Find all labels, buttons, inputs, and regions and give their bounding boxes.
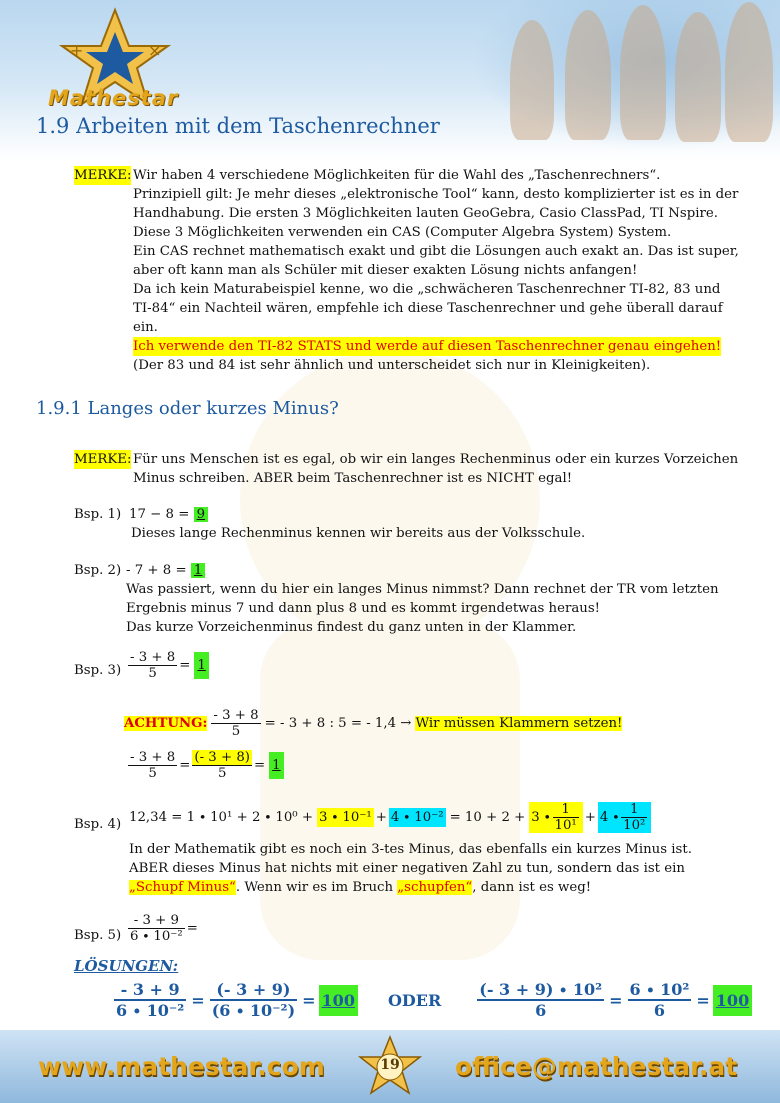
- bsp3-correct-fraction-2: [192, 750, 252, 781]
- bsp4-yellow-2: [529, 802, 582, 833]
- merke2-line-2: Minus schreiben. ABER beim Taschenrechner ist es NICHT egal!: [133, 471, 573, 486]
- intro-line-5: Ein CAS rechnet mathematisch exakt und gibt die Lösungen auch exakt an. Das ist super,: [133, 244, 739, 259]
- loes-den-2: (6 ∙ 10⁻²): [211, 1001, 296, 1020]
- bsp4-line-3-mid: . Wenn wir es im Bruch: [235, 880, 398, 895]
- subsection-title: 1.9.1 Langes oder kurzes Minus?: [36, 398, 339, 419]
- intro-highlight: Ich verwende den TI-82 STATS und werde auf diesen Taschenrechner genau eingehen!: [133, 337, 721, 356]
- bsp3-eq: =: [179, 658, 191, 673]
- loes-fraction-3: [477, 980, 604, 1020]
- footer-email-link[interactable]: office@mathestar.at: [455, 1052, 738, 1081]
- bsp5-denominator: 6 ∙ 10⁻²: [130, 929, 183, 944]
- merke2-line-1: Für uns Menschen ist es egal, ob wir ein langes Rechenminus oder ein kurzes Vorzeichen: [133, 452, 739, 467]
- bsp1-answer: 9: [194, 507, 208, 522]
- achtung-label: ACHTUNG:: [124, 716, 208, 731]
- bsp3-denominator: 5: [148, 666, 157, 681]
- bsp4-label: Bsp. 4): [74, 817, 122, 832]
- loes-num-1: - 3 + 9: [114, 980, 186, 1001]
- bsp4-f2-num: 1: [621, 802, 647, 818]
- loesungen-row: $\frac{- 3 + 9}{\text{6 ∙ 10⁻²}}$ = $\frac{(- 3 + 9)}{\text{(6 ∙ 10⁻²)}}$ = 100 ODER $\frac{\text{(- 3 + 9) ∙ 10²}}{6}$ = $\frac{\text{6 ∙ 10²}}{6}$ = 100: [112, 980, 752, 1020]
- bsp1-text: Dieses lange Rechenminus kennen wir bereits aus der Volksschule.: [131, 526, 586, 541]
- loes-num-4: 6 ∙ 10²: [629, 980, 690, 999]
- bsp4-cyan-2-pre: 4 ∙: [599, 810, 620, 825]
- loes-den-3: 6: [535, 1001, 547, 1020]
- bsp3-correct-eq-1: =: [179, 758, 191, 773]
- bsp4-line-3: [129, 878, 591, 897]
- bsp4-line-3-end: , dann ist es weg!: [472, 880, 592, 895]
- bsp4-f2-den: 10²: [623, 818, 646, 833]
- section-title: 1.9 Arbeiten mit dem Taschenrechner: [36, 114, 440, 138]
- bsp3-answer: 1: [194, 652, 208, 679]
- bsp3-correct-answer: 1: [269, 752, 283, 779]
- bsp5-eq: =: [186, 921, 198, 936]
- bsp2-expr: - 7 + 8 =: [126, 563, 187, 578]
- achtung-numerator: - 3 + 8: [213, 708, 259, 723]
- loes-answer-1: 100: [319, 985, 358, 1016]
- bsp4-line-2: ABER dieses Minus hat nichts mit einer negativen Zahl zu tun, sondern das ist ein: [129, 861, 685, 876]
- page-number: 19: [380, 1057, 400, 1073]
- intro-line-9: ein.: [133, 320, 158, 335]
- bsp3-correct-den-2: 5: [217, 766, 227, 781]
- bsp4-cyan-1: 4 ∙ 10⁻²: [390, 810, 444, 825]
- bsp2-expression: [126, 561, 205, 580]
- bsp5-numerator: - 3 + 9: [128, 913, 185, 929]
- loes-fraction-2: [210, 980, 297, 1020]
- bsp3-label: Bsp. 3): [74, 663, 122, 678]
- bsp1-expr: 17 − 8 =: [129, 507, 190, 522]
- logo-text: Mathestar: [48, 86, 179, 110]
- svg-text:+: +: [70, 41, 84, 60]
- bsp2-line-2: Ergebnis minus 7 und dann plus 8 und es kommt irgendetwas heraus!: [126, 601, 600, 616]
- intro-line-1: Wir haben 4 verschiedene Möglichkeiten für die Wahl des „Taschenrechners“.: [133, 168, 661, 183]
- bsp2-answer: 1: [191, 563, 205, 578]
- merke2-label: MERKE:: [74, 450, 131, 469]
- bsp4-line-1: In der Mathematik gibt es noch ein 3-tes Minus, das ebenfalls ein kurzes Minus ist.: [129, 842, 692, 857]
- loes-oder: ODER: [387, 990, 442, 1010]
- bsp4-plus-2: +: [584, 810, 596, 825]
- bsp4-yellow-2-pre: 3 ∙: [531, 810, 551, 825]
- bsp3-correct-eq-2: =: [254, 758, 266, 773]
- svg-text:×: ×: [148, 41, 162, 60]
- achtung-denominator: 5: [231, 724, 241, 739]
- bsp3-correct-num-1: - 3 + 8: [130, 750, 176, 765]
- loes-fraction-1: [114, 980, 186, 1020]
- bsp4-mid: = 10 + 2 +: [449, 810, 526, 825]
- bsp1-expression: [129, 505, 208, 524]
- bsp5-label: Bsp. 5): [74, 928, 122, 943]
- footer-website-link[interactable]: www.mathestar.com: [38, 1052, 325, 1081]
- intro-line-2: Prinzipiell gilt: Je mehr dieses „elektronische Tool“ kann, desto komplizierter ist es in der: [133, 187, 739, 202]
- bsp5-fraction: [128, 913, 185, 944]
- intro-line-4: Diese 3 Möglichkeiten verwenden ein CAS (Computer Algebra System) System.: [133, 225, 672, 240]
- loes-num-3: (- 3 + 9) ∙ 10²: [479, 980, 603, 999]
- bsp3-correct-den-1: 5: [148, 766, 157, 781]
- schupfen-term: „schupfen“: [397, 880, 473, 895]
- bsp4-plus-1: +: [375, 810, 387, 825]
- bsp3-expression: [126, 650, 209, 681]
- loes-den-4: 6: [653, 1001, 666, 1020]
- intro-line-7: Da ich kein Maturabeispiel kenne, wo die „schwächeren Taschenrechner TI-82, 83 und: [133, 282, 721, 297]
- bsp2-label: Bsp. 2): [74, 563, 122, 578]
- bsp4-f1-den: 10¹: [554, 818, 577, 833]
- achtung-warning: Wir müssen Klammern setzen!: [415, 716, 623, 731]
- loes-fraction-4: [628, 980, 692, 1020]
- bsp1-label: Bsp. 1): [74, 507, 122, 522]
- loes-den-1: 6 ∙ 10⁻²: [116, 1001, 185, 1020]
- achtung-rest: = - 3 + 8 : 5 = - 1,4 →: [264, 716, 412, 731]
- loes-answer-2: 100: [713, 985, 752, 1016]
- intro-line-8: TI-84“ ein Nachteil wären, empfehle ich diese Taschenrechner und gehe überall darauf: [133, 301, 723, 316]
- intro-line-11: (Der 83 und 84 ist sehr ähnlich und unterscheidet sich nur in Kleinigkeiten).: [133, 358, 651, 373]
- bsp4-start: 12,34 = 1 ∙ 10¹ + 2 ∙ 10⁰ +: [129, 810, 313, 825]
- bsp3-correct-row: [126, 750, 284, 781]
- loes-num-2: (- 3 + 9): [210, 980, 297, 1001]
- header-photo: [470, 0, 780, 150]
- bsp4-f1-num: 1: [553, 802, 579, 818]
- achtung-fraction: [211, 708, 260, 739]
- bsp3-correct-fraction-1: [128, 750, 177, 781]
- loesungen-label: LÖSUNGEN:: [74, 957, 179, 975]
- bsp4-cyan-2: [598, 802, 651, 833]
- bsp4-fraction-2: [621, 802, 647, 833]
- achtung-row: [124, 708, 622, 739]
- bsp2-line-1: Was passiert, wenn du hier ein langes Minus nimmst? Dann rechnet der TR vom letzten: [126, 582, 719, 597]
- bsp4-fraction-1: [553, 802, 579, 833]
- schupf-minus-term: „Schupf Minus“: [129, 880, 236, 895]
- merke-label: MERKE:: [74, 166, 131, 185]
- bsp4-yellow-1: 3 ∙ 10⁻¹: [319, 810, 372, 825]
- bsp3-fraction: [128, 650, 177, 681]
- intro-line-3: Handhabung. Die ersten 3 Möglichkeiten lauten GeoGebra, Casio ClassPad, TI Nspire.: [133, 206, 718, 221]
- bsp3-numerator: - 3 + 8: [130, 650, 176, 665]
- bsp2-line-3: Das kurze Vorzeichenminus findest du ganz unten in der Klammer.: [126, 620, 577, 635]
- bsp3-correct-num-2: (- 3 + 8): [194, 750, 250, 765]
- intro-line-6: aber oft kann man als Schüler mit dieser exakten Lösung nichts anfangen!: [133, 263, 638, 278]
- bsp5-expression: [126, 913, 198, 944]
- bsp4-expression: [129, 802, 651, 833]
